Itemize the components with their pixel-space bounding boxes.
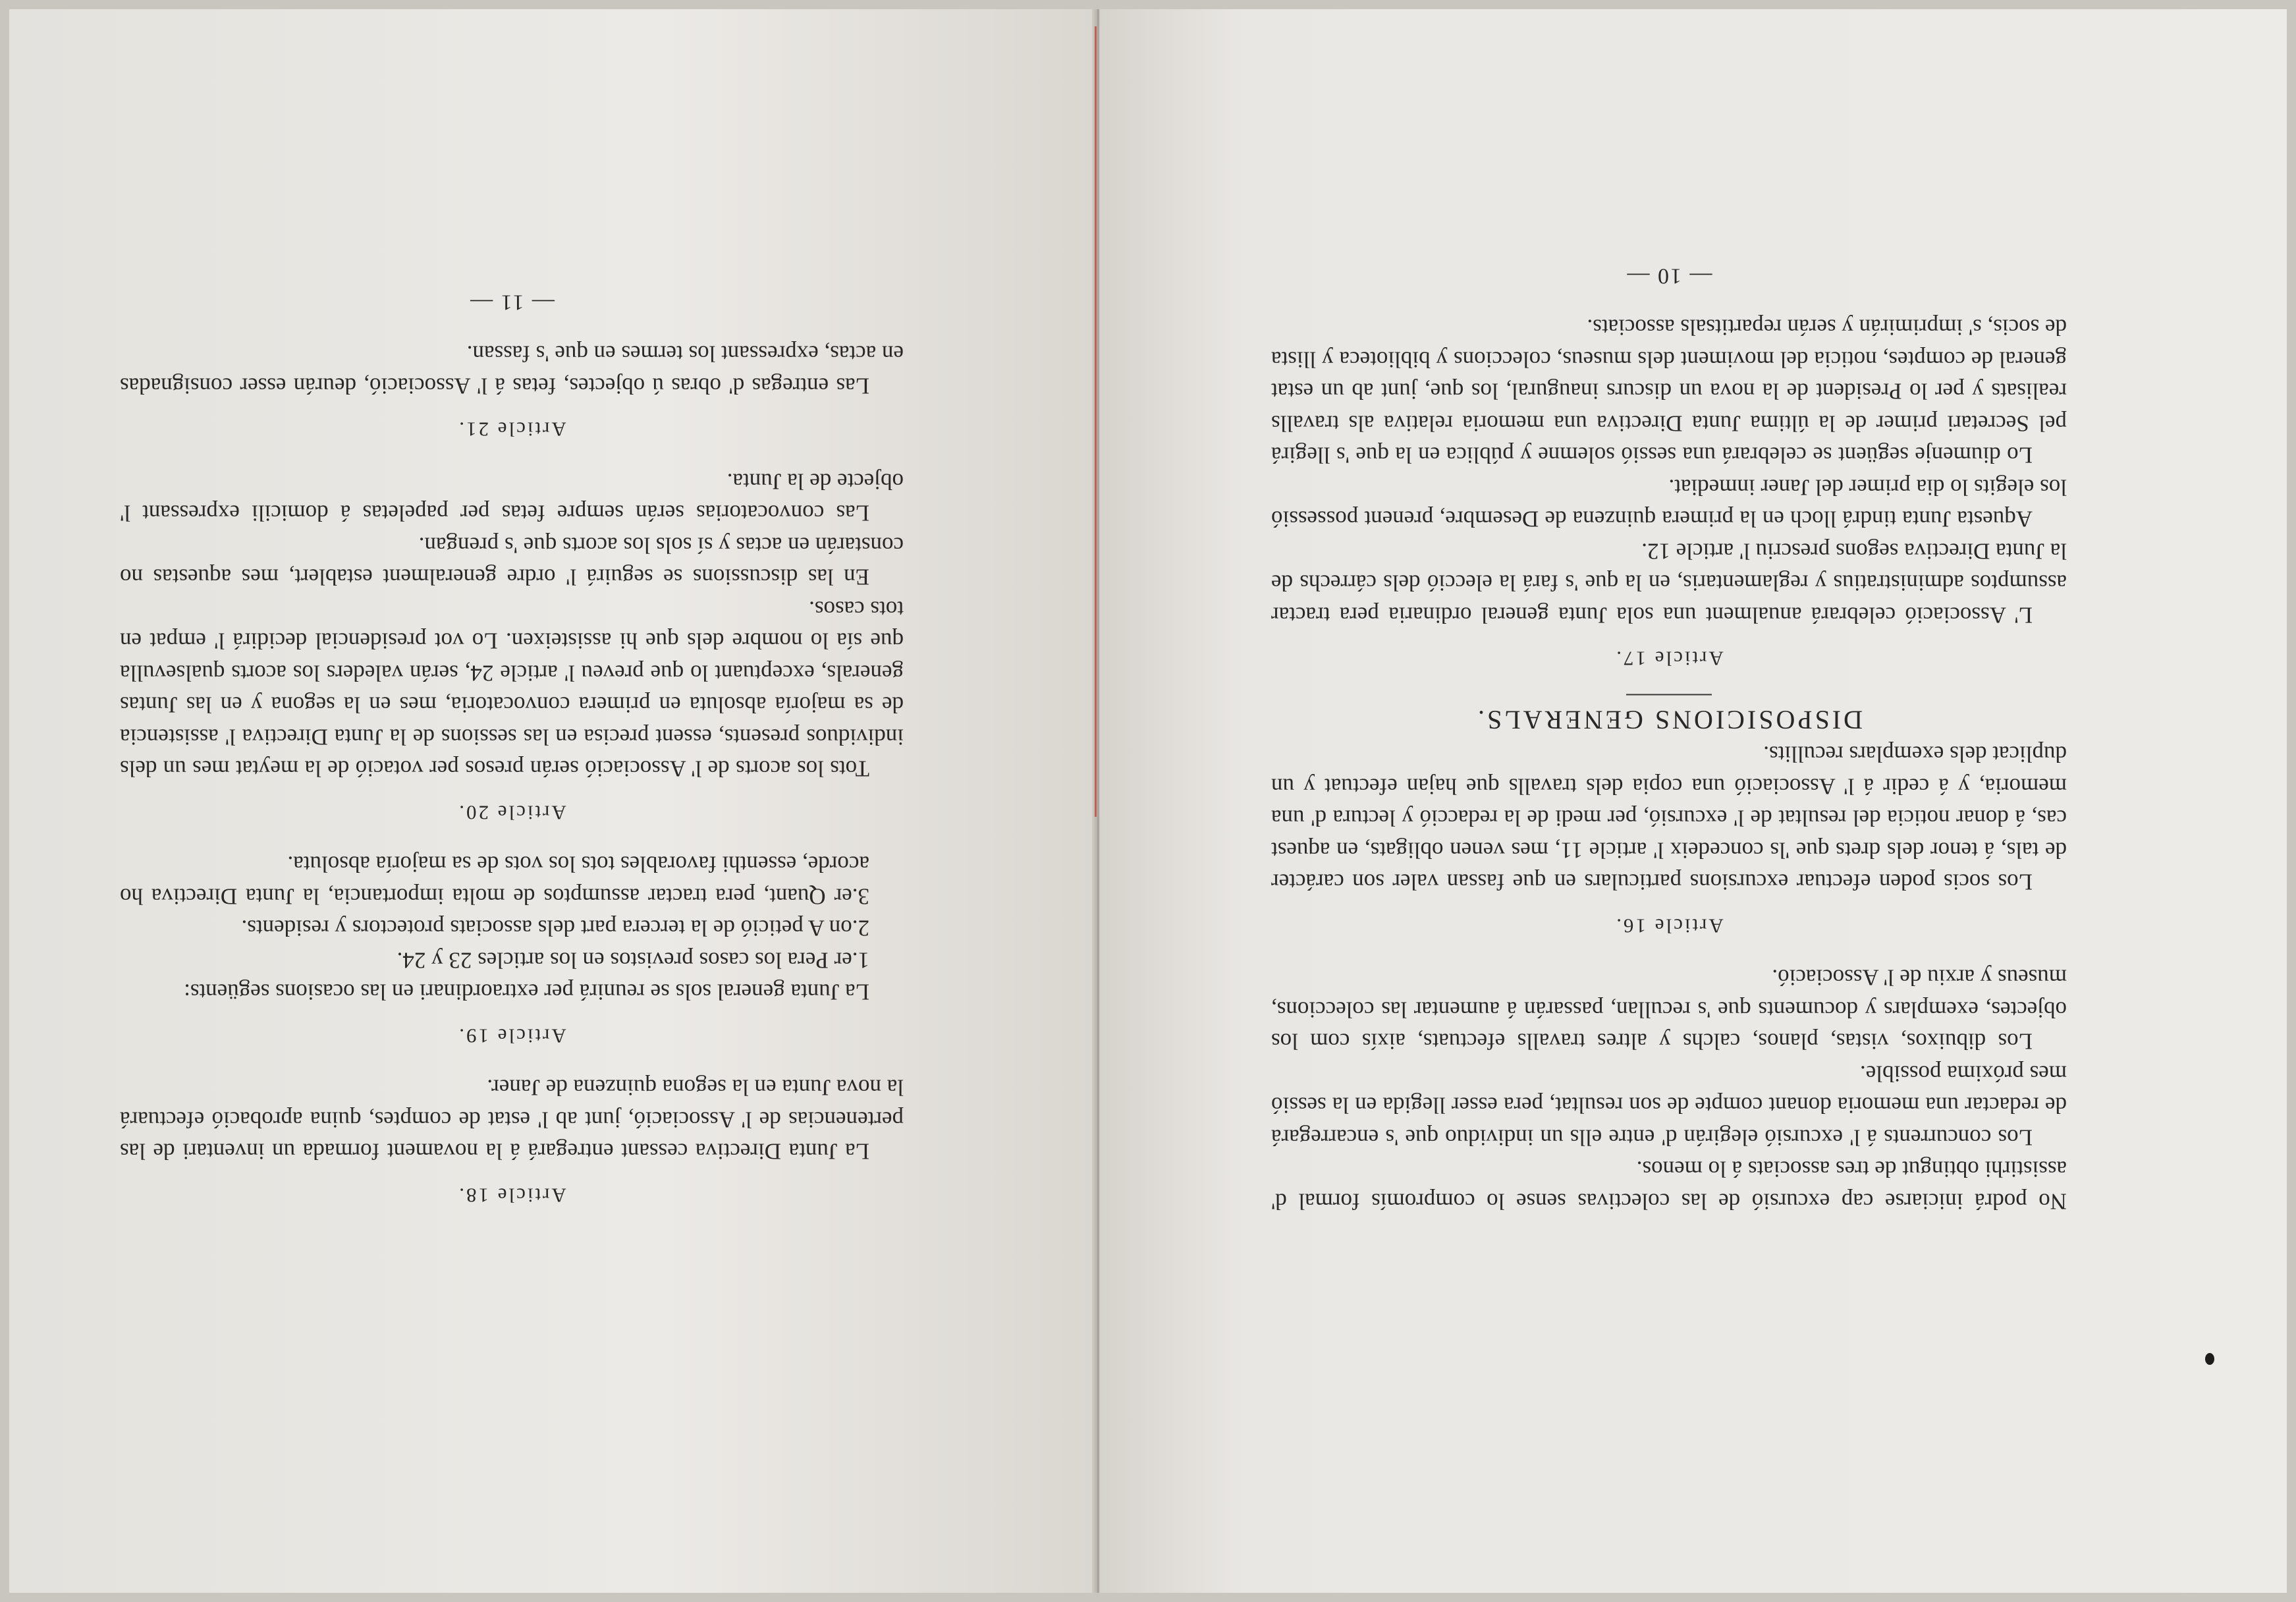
- paragraph: Tots los acorts de l' Associació serán presos per votació de la meytat mes un dels individuos presents, essent precisa en las sessions de la Junta Directiva l' assistencia de sa majoría absoluta en primera convocatoria, mes en la segona y en las Juntas generals, exceptuant lo que preveu l' article 24, serán valeders los acorts qualsevulla que sía lo nombre dels que hi assisteixen. Lo vot presidencial decidirá l' empat en tots casos.: [120, 596, 904, 782]
- article-heading: Article 19.: [457, 1024, 566, 1048]
- list-item: 3.er Quant, pera tractar assumptos de molta importancia, la Junta Directiva ho acorde, essenthi favorables tots los vots de sa majoría absoluta.: [120, 852, 869, 910]
- paragraph: En las discussions se seguirá l' ordre generalment establert, mes aquestas no constarán en actas y sí sols los acorts que 's prengan.: [120, 532, 904, 590]
- list-item: 2.on A petició de la tercera part dels associats protectors y residents.: [241, 916, 869, 941]
- page-number: — 10 —: [1626, 263, 1712, 289]
- article-heading: Article 16.: [1614, 914, 1724, 938]
- section-heading: DISPOSICIONS GENERALS.: [1475, 705, 1863, 735]
- right-page-text-column: [1271, 260, 2067, 1217]
- left-page-text-column: [120, 286, 904, 1231]
- left-page: [9, 9, 1095, 1593]
- page-number: — 11 —: [469, 290, 555, 315]
- right-page: [1100, 9, 2287, 1593]
- binding-thread: [1095, 26, 1097, 817]
- article-heading: Article 17.: [1614, 648, 1724, 671]
- paragraph: Las entregas d' obras ú objectes, fetas á l' Associació, deurán esser consignadas en actas, expressant los termes en que 's fassan.: [120, 341, 904, 399]
- list-item: 1.er Pera los casos previstos en los articles 23 y 24.: [396, 947, 869, 974]
- ink-spot: [2205, 1353, 2214, 1365]
- paragraph: La Junta general sols se reunirá per extraordinari en las ocasions següents:: [184, 980, 869, 1005]
- paragraph: Lo diumenje següent se celebrará una sessió solemne y pública en la que 's llegirá pel Secretari primer de la última Junta Directiva una memoria relativa als travalls realisats y per lo President de la nova un discurs inaugural, los que, junt ab un estat general de comptes, noticia del moviment dels museus, coleccions y biblioteca y llista de socis, s' imprimirán y serán repartitsals associats.: [1271, 315, 2067, 468]
- paragraph: Los socis poden efectuar excursions particulars en que fassan valer son carácter de tals, á tenor dels drets que 'ls concedeix l' article 11, mes venen obligats, en aquest cas, á donar noticia del resultat de l' excursió, per medi de la redacció y lectura d' una memoria, y á cedir á l' Associació una copia dels travalls que hajan efectuat y un duplicat dels exemplars recullits.: [1271, 742, 2067, 895]
- paragraph: Las convocatorias serán sempre fetas per papeletas á domicili expressant l' objecte de la Junta.: [120, 468, 904, 526]
- paragraph: Los dibuixos, vistas, planos, calchs y altres travalls efectuats, aixís com los objectes, exemplars y documents que 's recullan, passarán á aumentar las coleccions, museus y arxiu de l' Associació.: [1271, 965, 2067, 1055]
- paragraph: Aquesta Junta tindrá lloch en la primera quinzena de Desembre, prenent possessió los elegits lo dia primer del Janer inmediat.: [1271, 474, 2067, 532]
- article-heading: Article 21.: [457, 418, 566, 441]
- article-heading: Article 20.: [457, 801, 566, 825]
- paragraph: No podrá iniciarse cap excursió de las colectivas sense lo compromís formal d' assistirhi obtingut de tres associats á lo menos.: [1271, 1157, 2067, 1215]
- paragraph: L' Associació celebrará anualment una sola Junta general ordinaria pera tractar assumptos administratius y reglamentaris, en la que 's fará la elecció dels cárrechs de la Junta Directiva segons prescriu l' article 12.: [1271, 538, 2067, 628]
- heading-rule: [1626, 694, 1712, 696]
- paragraph: Los concurrents á l' excursió elegirán d' entre ells un individuo que 's encarregará de redactar una memoria donant compte de son resultat, pera esser llegida en la sessió mes próxima possible.: [1271, 1061, 2067, 1151]
- article-heading: Article 18.: [457, 1184, 566, 1207]
- paragraph: La Junta Directiva cessant entregará á la novament formada un inventari de las pertenencias de l' Associació, junt ab l' estat de comptes, quina aprobació efectuará la nova Junta en la segona quinzena de Janer.: [120, 1075, 904, 1165]
